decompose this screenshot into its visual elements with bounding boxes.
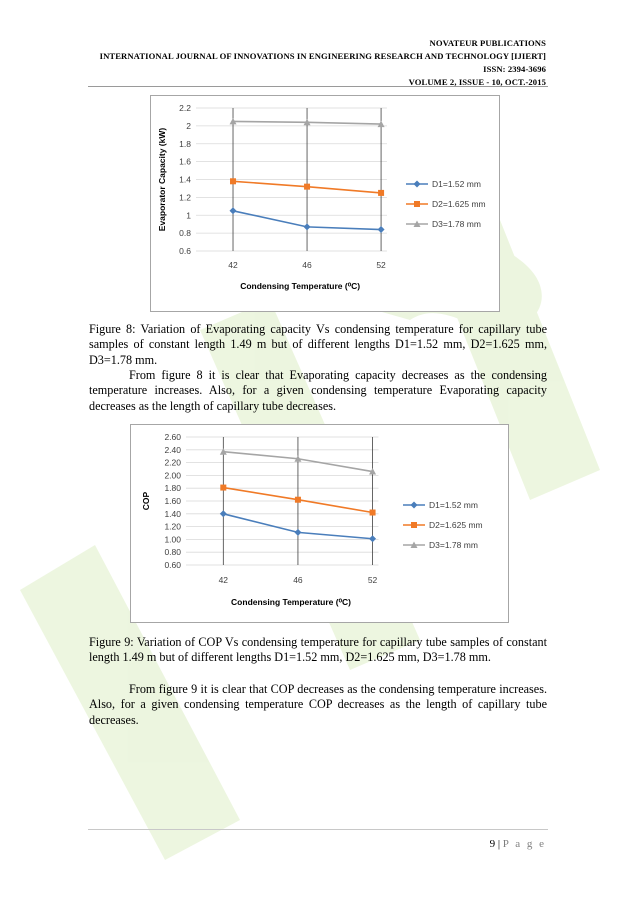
data-point	[304, 223, 311, 230]
x-axis-title: Condensing Temperature (⁰C)	[231, 597, 351, 607]
y-tick-label: 1.40	[164, 508, 181, 519]
y-tick-label: 1.6	[179, 156, 191, 167]
y-axis-title: COP	[141, 491, 151, 511]
figure-8-discussion: From figure 8 it is clear that Evaporating capacity decreases as the condensing temperature increases. Also, for a given condensing temperature Evaporating capacity decreases as the length of capillary tube decreases.	[89, 368, 547, 413]
y-tick-label: 1.60	[164, 496, 181, 506]
chart-svg	[151, 96, 499, 311]
legend-marker	[414, 181, 421, 188]
y-tick-label: 1.20	[164, 521, 181, 532]
y-axis-title: Evaporator Capacity (kW)	[157, 127, 167, 232]
legend-label: D2=1.625 mm	[432, 199, 486, 209]
data-point	[294, 529, 301, 536]
legend-marker	[411, 502, 418, 509]
figure-9-chart	[130, 424, 509, 623]
footer-divider	[88, 829, 548, 830]
figure-8-chart	[150, 95, 500, 312]
header-publisher: NOVATEUR PUBLICATIONS	[429, 38, 546, 48]
legend-label: D1=1.52 mm	[429, 500, 478, 510]
data-point	[378, 190, 384, 196]
legend-label: D2=1.625 mm	[429, 520, 483, 530]
figure-8-caption: Figure 8: Variation of Evaporating capacity Vs condensing temperature for capillary tube samples of constant length 1.49 m but of different lengths D1=1.52 mm, D2=1.625 mm, D3=1.78 mm.	[89, 322, 547, 367]
data-point	[304, 184, 310, 190]
header-journal: INTERNATIONAL JOURNAL OF INNOVATIONS IN ENGINEERING RESEARCH AND TECHNOLOGY [IJIERT]	[99, 51, 546, 61]
legend-marker	[414, 201, 420, 207]
x-tick-label: 46	[293, 575, 303, 585]
chart-svg	[131, 425, 508, 622]
figure-9-discussion: From figure 9 it is clear that COP decreases as the condensing temperature increases. Also, for a given condensing temperature COP decreases as the length of capillary tube decreases.	[89, 682, 547, 727]
legend-label: D1=1.52 mm	[432, 179, 481, 189]
data-point	[295, 497, 301, 503]
page-word: P a g e	[502, 838, 546, 850]
legend-label: D3=1.78 mm	[429, 540, 478, 550]
y-tick-label: 0.60	[164, 560, 181, 570]
y-tick-label: 1.2	[179, 192, 191, 203]
header-issn: ISSN: 2394-3696	[483, 64, 546, 74]
header-volume: VOLUME 2, ISSUE - 10, OCT.-2015	[408, 77, 546, 87]
y-tick-label: 2.40	[164, 444, 181, 455]
data-point	[220, 485, 226, 491]
data-point	[370, 510, 376, 516]
y-tick-label: 2	[186, 120, 191, 131]
page-footer	[490, 838, 546, 850]
x-axis-title: Condensing Temperature (⁰C)	[240, 281, 361, 291]
y-tick-label: 1.00	[164, 534, 181, 545]
data-point	[220, 510, 227, 517]
data-point	[230, 178, 236, 184]
page-separator: |	[497, 838, 501, 850]
data-point	[230, 207, 237, 214]
y-tick-label: 1.4	[179, 174, 191, 185]
y-tick-label: 1	[186, 210, 191, 221]
y-tick-label: 0.80	[164, 547, 181, 558]
legend-label: D3=1.78 mm	[432, 219, 481, 229]
x-tick-label: 52	[367, 575, 378, 585]
x-tick-label: 52	[376, 260, 386, 270]
y-tick-label: 2.00	[164, 470, 181, 481]
figure-9-caption: Figure 9: Variation of COP Vs condensing temperature for capillary tube samples of constant length 1.49 m but of different lengths D1=1.52 mm, D2=1.625 mm, D3=1.78 mm.	[89, 635, 547, 665]
y-tick-label: 2.2	[179, 103, 191, 113]
y-tick-label: 1.80	[164, 483, 181, 494]
x-tick-label: 42	[218, 575, 229, 585]
data-point	[378, 226, 385, 233]
legend-marker	[411, 522, 417, 528]
x-tick-label: 42	[228, 260, 238, 270]
y-tick-label: 1.8	[179, 138, 191, 149]
data-point	[369, 535, 376, 542]
header-divider	[88, 86, 548, 87]
y-tick-label: 0.8	[179, 228, 191, 239]
page-number: 9	[489, 838, 496, 850]
y-tick-label: 2.20	[164, 457, 181, 468]
y-tick-label: 0.6	[179, 246, 191, 256]
x-tick-label: 46	[302, 260, 312, 270]
y-tick-label: 2.60	[164, 432, 181, 442]
